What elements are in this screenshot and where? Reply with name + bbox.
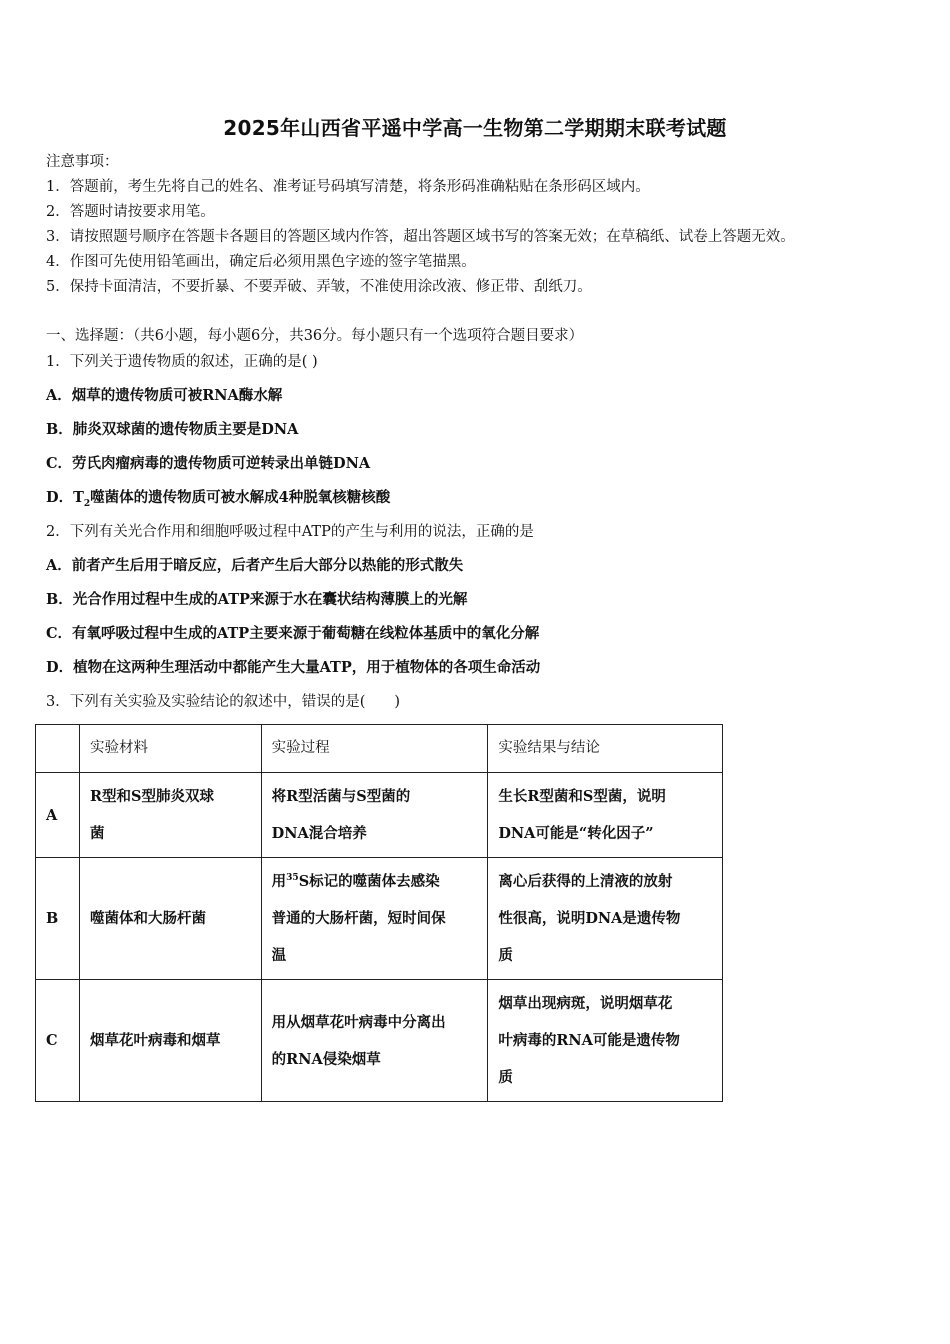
isotope-superscript: 35 bbox=[286, 873, 299, 884]
q2-option-a: A．前者产生后用于暗反应，后者产生后大部分以热能的形式散失 bbox=[46, 557, 464, 574]
cell-line: 质 bbox=[498, 1069, 513, 1086]
q2-stem: 2．下列有关光合作用和细胞呼吸过程中ATP的产生与利用的说法，正确的是 bbox=[46, 524, 534, 540]
experiment-table bbox=[35, 724, 723, 1102]
table-row bbox=[36, 773, 723, 858]
table-header-cell: 实验结果与结论 bbox=[488, 725, 723, 773]
notice-item-2: 2．答题时请按要求用笔。 bbox=[46, 204, 215, 220]
cell-line: DNA混合培养 bbox=[271, 825, 367, 842]
result-cell bbox=[488, 773, 723, 858]
cell-line: R型和S型肺炎双球 bbox=[89, 788, 214, 805]
q1-option-d-pre: D．T bbox=[46, 489, 84, 506]
cell-line: 叶病毒的RNA可能是遗传物 bbox=[498, 1032, 680, 1049]
table-header-cell: 实验过程 bbox=[261, 725, 488, 773]
row-label: B bbox=[36, 858, 80, 980]
material-cell: 烟草花叶病毒和烟草 bbox=[79, 980, 261, 1102]
cell-line: 将R型活菌与S型菌的 bbox=[271, 788, 411, 805]
page-title: 2025年山西省平遥中学高一生物第二学期期末联考试题 bbox=[223, 116, 727, 140]
notice-item-5: 5．保持卡面清洁，不要折暴、不要弄破、弄皱，不准使用涂改液、修正带、刮纸刀。 bbox=[46, 279, 592, 295]
cell-line: 用从烟草花叶病毒中分离出 bbox=[271, 1013, 446, 1031]
process-cell bbox=[261, 980, 488, 1102]
row-label: C bbox=[36, 980, 80, 1102]
table-header-cell: 实验材料 bbox=[79, 725, 261, 773]
cell-line: 菌 bbox=[89, 825, 105, 842]
table-header-row bbox=[36, 725, 723, 773]
notice-item-3: 3．请按照题号顺序在答题卡各题目的答题区域内作答，超出答题区域书写的答案无效；在草稿纸、试卷上答题无效。 bbox=[46, 229, 795, 245]
cell-line: DNA可能是“转化因子” bbox=[498, 825, 654, 842]
cell-line: 的RNA侵染烟草 bbox=[271, 1050, 381, 1068]
cell-line: 温 bbox=[271, 947, 287, 964]
q1-option-d bbox=[46, 488, 390, 508]
q3-stem: 3．下列有关实验及实验结论的叙述中，错误的是( ) bbox=[46, 694, 401, 710]
material-cell bbox=[79, 773, 261, 858]
cell-line: 质 bbox=[498, 947, 513, 964]
table-header-cell bbox=[36, 725, 80, 773]
process-cell bbox=[261, 773, 488, 858]
q2-option-b: B．光合作用过程中生成的ATP来源于水在囊状结构薄膜上的光解 bbox=[46, 591, 468, 608]
q1-stem: 1．下列关于遗传物质的叙述，正确的是( ) bbox=[46, 354, 318, 370]
q1-option-c: C．劳氏肉瘤病毒的遗传物质可逆转录出单链DNA bbox=[46, 455, 371, 472]
cell-text: S标记的噬菌体去感染 bbox=[298, 873, 440, 890]
cell-line: 生长R型菌和S型菌，说明 bbox=[498, 788, 666, 805]
cell-line: 普通的大肠杆菌，短时间保 bbox=[271, 910, 446, 927]
notice-item-4: 4．作图可先使用铅笔画出，确定后必须用黑色字迹的签字笔描黑。 bbox=[46, 254, 476, 270]
result-cell bbox=[488, 980, 723, 1102]
notice-heading: 注意事项： bbox=[46, 154, 119, 170]
material-cell: 噬菌体和大肠杆菌 bbox=[79, 858, 261, 980]
result-cell bbox=[488, 858, 723, 980]
process-cell bbox=[261, 858, 488, 980]
q1-option-b: B．肺炎双球菌的遗传物质主要是DNA bbox=[46, 421, 299, 438]
cell-text: 用 bbox=[271, 873, 287, 890]
section-heading: 一、选择题：（共6小题，每小题6分，共36分。每小题只有一个选项符合题目要求） bbox=[46, 328, 584, 344]
table-row bbox=[36, 858, 723, 980]
cell-line: 离心后获得的上清液的放射 bbox=[498, 873, 673, 890]
table-row bbox=[36, 980, 723, 1102]
notice-item-1: 1．答题前，考生先将自己的姓名、准考证号码填写清楚，将条形码准确粘贴在条形码区域内。 bbox=[46, 179, 650, 195]
q1-option-d-sub: 2 bbox=[83, 498, 91, 509]
cell-line bbox=[272, 863, 478, 900]
q2-option-d: D．植物在这两种生理活动中都能产生大量ATP，用于植物体的各项生命活动 bbox=[46, 659, 541, 676]
q2-option-c: C．有氧呼吸过程中生成的ATP主要来源于葡萄糖在线粒体基质中的氧化分解 bbox=[46, 625, 540, 642]
row-label: A bbox=[36, 773, 80, 858]
q1-option-d-post: 噬菌体的遗传物质可被水解成4种脱氧核糖核酸 bbox=[90, 489, 391, 506]
q1-option-a: A．烟草的遗传物质可被RNA酶水解 bbox=[46, 387, 283, 404]
cell-line: 烟草出现病斑，说明烟草花 bbox=[498, 995, 673, 1012]
cell-line: 性很高，说明DNA是遗传物 bbox=[498, 910, 681, 927]
